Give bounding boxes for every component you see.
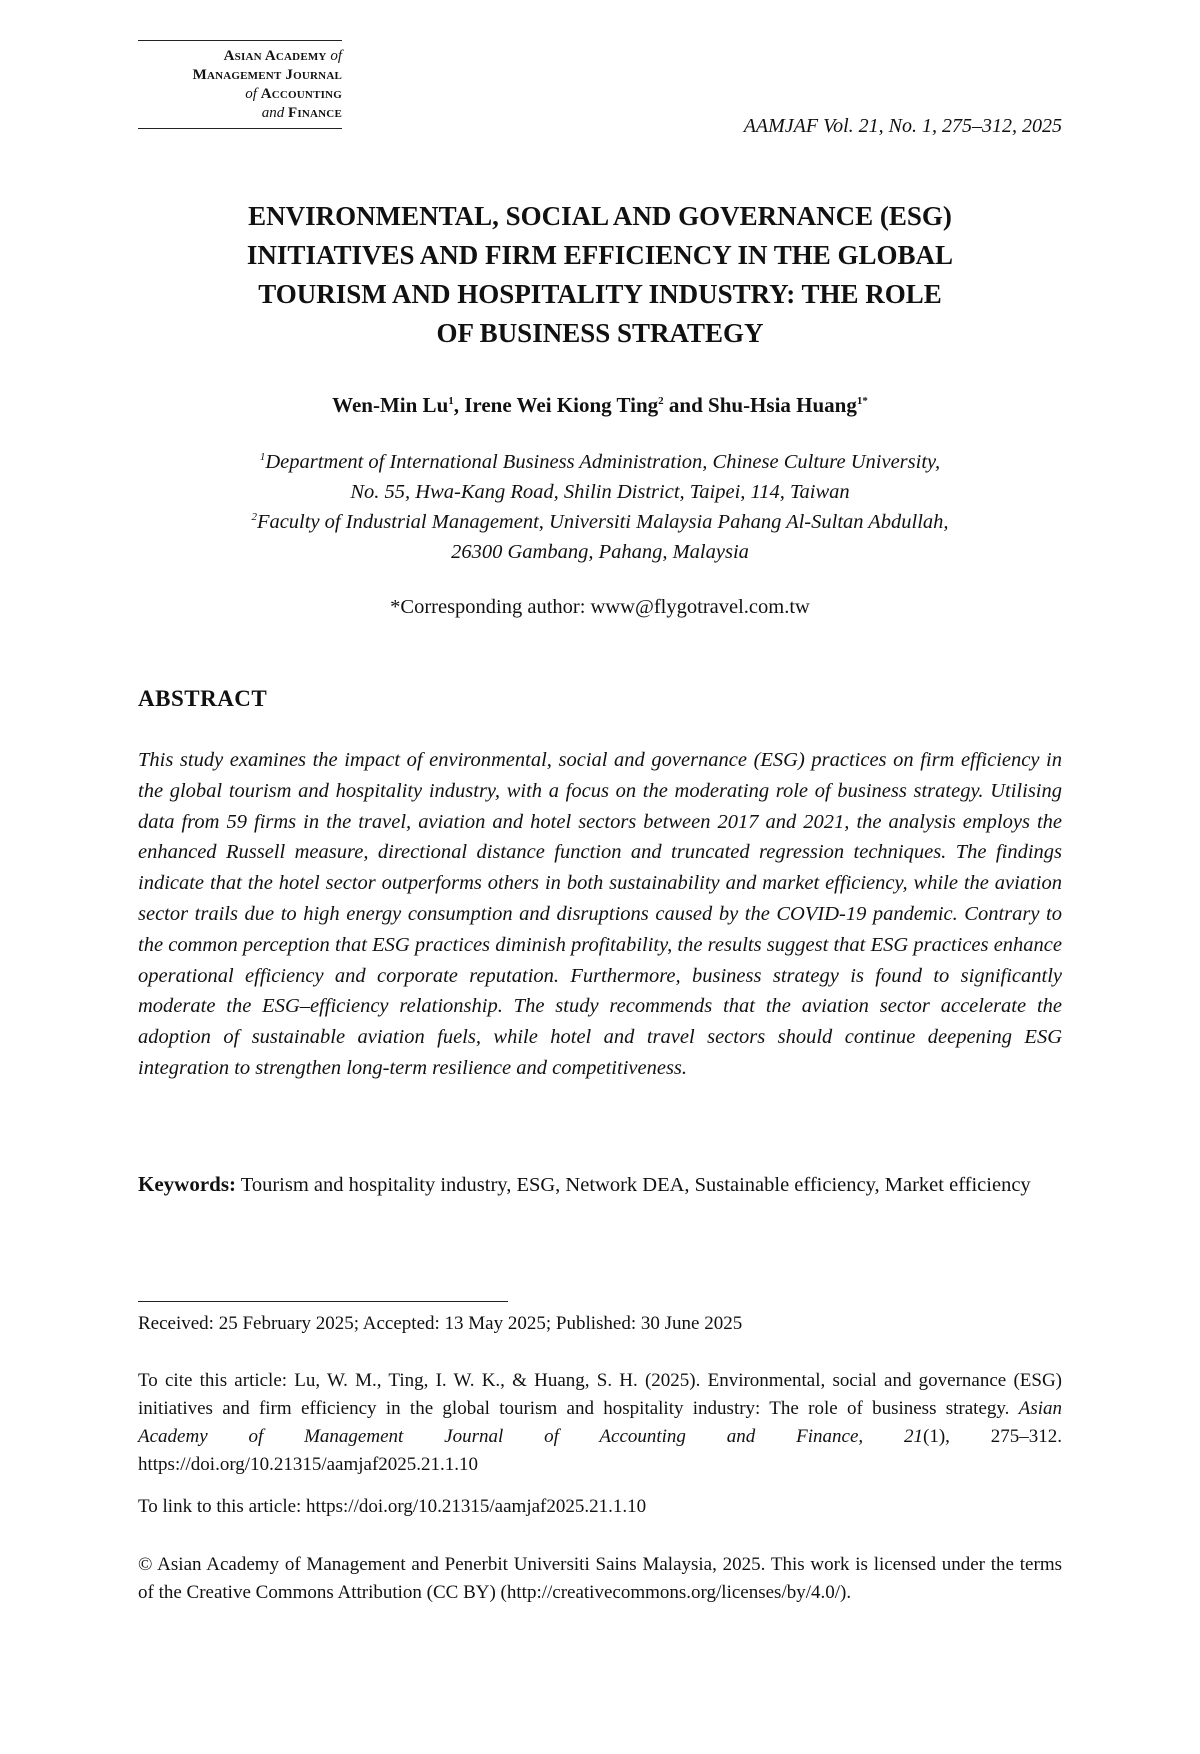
affiliation-mark: 1* [856, 395, 868, 407]
logo-line-3 [138, 85, 342, 104]
affiliation-text: Faculty of Industrial Management, Universiti Malaysia Pahang Al-Sultan Abdullah, [256, 511, 949, 533]
author-list [138, 393, 1062, 418]
keywords [138, 1169, 1062, 1200]
affiliation-text: Department of International Business Administration, Chinese Culture University, [265, 451, 941, 473]
title-line: TOURISM AND HOSPITALITY INDUSTRY: THE ROLE [258, 279, 942, 309]
author-separator: , [453, 393, 465, 417]
title-line: OF BUSINESS STRATEGY [436, 318, 764, 348]
logo-text: Management Journal [192, 67, 342, 83]
citation-journal: Asian Academy of Management Journal of Accounting and Finance, 21 [138, 1398, 1062, 1447]
footnote-divider [138, 1301, 508, 1302]
logo-line-2 [138, 66, 342, 85]
affiliation-mark: 2 [251, 511, 257, 524]
logo-text: Finance [288, 105, 342, 121]
affiliation-text: No. 55, Hwa-Kang Road, Shilin District, Taipei, 114, Taiwan [350, 481, 850, 503]
keywords-text: Tourism and hospitality industry, ESG, Network DEA, Sustainable efficiency, Market efficiency [240, 1174, 1031, 1196]
citation-text: To cite this article: Lu, W. M., Ting, I. W. K., & Huang, S. H. (2025). Environmental, social and governance (ESG) initiatives and firm efficiency in the global tourism and hospitality industry: The role of business strategy. [138, 1370, 1062, 1419]
author-name: Wen-Min Lu [332, 393, 449, 417]
affiliation-mark: 2 [658, 395, 664, 407]
author-name: Irene Wei Kiong Ting [464, 393, 659, 417]
title-line: ENVIRONMENTAL, SOCIAL AND GOVERNANCE (ESG) [248, 201, 952, 231]
citation [138, 1367, 1062, 1479]
affiliation-text: 26300 Gambang, Pahang, Malaysia [451, 541, 749, 563]
logo-text: Asian Academy [223, 48, 327, 64]
affiliations [138, 447, 1062, 567]
logo-text: and [261, 105, 285, 121]
logo-line-4 [138, 104, 342, 123]
journal-reference: AAMJAF Vol. 21, No. 1, 275–312, 2025 [743, 115, 1062, 137]
keywords-label: Keywords: [138, 1172, 236, 1196]
logo-line-1 [138, 47, 342, 66]
corresponding-author: *Corresponding author: www@flygotravel.com.tw [390, 596, 810, 618]
copyright-notice: © Asian Academy of Management and Penerbit Universiti Sains Malaysia, 2025. This work is licensed under the terms of the Creative Commons Attribution (CC BY) (http://creativecommons.org/licenses/by/4.0/). [138, 1554, 1062, 1603]
article-dates: Received: 25 February 2025; Accepted: 13 May 2025; Published: 30 June 2025 [138, 1313, 743, 1334]
author-name: Shu-Hsia Huang [708, 393, 857, 417]
affiliation [138, 507, 1062, 567]
logo-text: of [245, 86, 257, 102]
affiliation [138, 447, 1062, 507]
article-link[interactable]: To link to this article: https://doi.org/10.21315/aamjaf2025.21.1.10 [138, 1496, 647, 1517]
logo-text: Accounting [260, 86, 342, 102]
title-line: INITIATIVES AND FIRM EFFICIENCY IN THE GLOBAL [246, 240, 954, 270]
article-title [138, 197, 1062, 353]
abstract-heading: ABSTRACT [138, 686, 268, 711]
author-separator: and [663, 393, 709, 417]
journal-logo [138, 40, 342, 129]
abstract-text: This study examines the impact of environmental, social and governance (ESG) practices on firm efficiency in the global tourism and hospitality industry, with a focus on the moderating role of business strategy. Utilising data from 59 firms in the travel, aviation and hotel sectors between 2017 and 2021, the analysis employs the enhanced Russell measure, directional distance function and truncated regression techniques. The findings indicate that the hotel sector outperforms others in both sustainability and market efficiency, while the aviation sector trails due to high energy consumption and disruptions caused by the COVID-19 pandemic. Contrary to the common perception that ESG practices diminish profitability, the results suggest that ESG practices enhance operational efficiency and corporate reputation. Furthermore, business strategy is found to significantly moderate the ESG–efficiency relationship. The study recommends that the aviation sector accelerate the adoption of sustainable aviation fuels, while hotel and travel sectors should continue deepening ESG integration to strengthen long-term resilience and competitiveness. [138, 749, 1062, 1079]
citation-doi: (1), 275–312. https://doi.org/10.21315/aamjaf2025.21.1.10 [138, 1426, 1063, 1475]
affiliation-mark: 1 [259, 451, 266, 464]
affiliation-mark: 1 [448, 395, 454, 407]
logo-text: of [330, 48, 342, 64]
